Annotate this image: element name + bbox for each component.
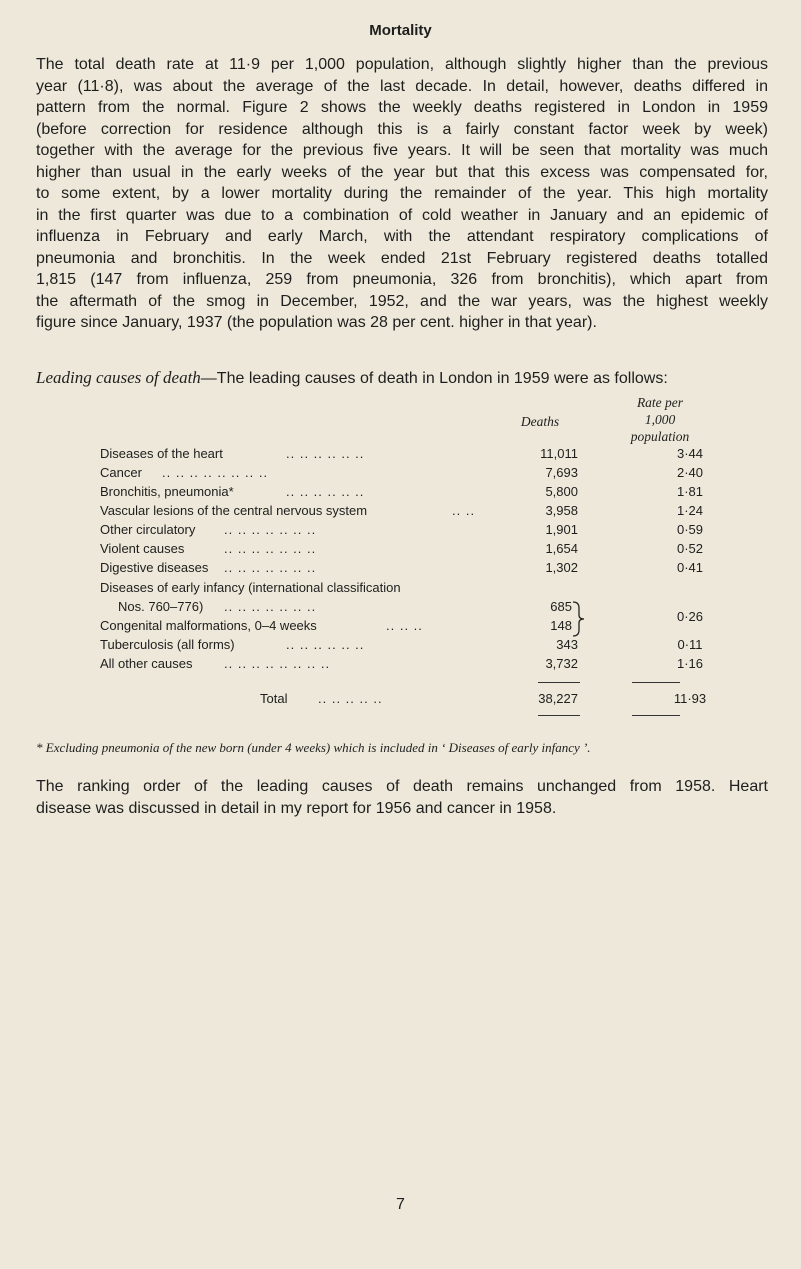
total-deaths-value: 38,227 — [538, 691, 578, 706]
rate-value: 3·44 — [676, 446, 704, 461]
paragraph-line: together with the average for the previous five years. It will be seen that mortality was much — [36, 142, 768, 159]
leader-dots: .. .. .. .. .. — [318, 691, 383, 706]
table-row — [100, 446, 704, 464]
cause-label: Congenital malformations, 0–4 weeks — [100, 618, 317, 633]
ranking-paragraph — [36, 776, 768, 819]
rate-value: 0·59 — [676, 522, 704, 537]
total-label: Total — [260, 691, 288, 706]
deaths-value: 5,800 — [545, 484, 578, 499]
table-row — [100, 560, 704, 578]
cause-label: Diseases of early infancy (international classification — [100, 580, 401, 595]
rate-value: 1·81 — [676, 484, 704, 499]
deaths-value: 1,901 — [545, 522, 578, 537]
paragraph-line: higher than usual in the early weeks of the year but that this excess was compensated for, — [36, 163, 768, 181]
rate-value: 0·52 — [676, 541, 704, 556]
rate-header-line: Rate per — [636, 395, 684, 410]
paragraph-line: the aftermath of the smog in December, 1952, and the war years, was the highest weekly — [36, 292, 768, 310]
table-row-total — [100, 691, 707, 709]
rate-value: 0·41 — [676, 560, 704, 575]
cause-label: Cancer — [100, 465, 142, 480]
rate-value: 1·24 — [676, 503, 704, 518]
total-underline-deaths — [538, 715, 580, 716]
cause-label: Vascular lesions of the central nervous system — [100, 503, 368, 518]
table-row-grouped-rate — [100, 609, 704, 627]
rate-header-line: population — [630, 429, 690, 444]
table-row — [100, 656, 704, 674]
deaths-value: 3,958 — [545, 503, 578, 518]
paragraph-line: The total death rate at 11·9 per 1,000 population, although slightly higher than the previous — [36, 56, 768, 73]
paragraph-line: in the first quarter was due to a combination of cold weather in January and an epidemic of — [36, 206, 768, 224]
leader-dots: .. .. .. .. .. .. — [286, 637, 365, 652]
deaths-value: 7,693 — [545, 465, 578, 480]
deaths-value: 3,732 — [545, 656, 578, 671]
total-rule-deaths — [538, 682, 580, 683]
table-intro — [36, 368, 668, 388]
cause-label: Digestive diseases — [100, 560, 209, 575]
deaths-value: 11,011 — [540, 446, 578, 461]
deaths-value: 148 — [550, 618, 572, 633]
leader-dots: .. .. .. .. .. .. .. .. — [162, 465, 269, 480]
total-rate-value: 11·93 — [673, 691, 707, 706]
deaths-value: 1,302 — [545, 560, 578, 575]
mortality-paragraph — [36, 54, 768, 334]
column-header-deaths: Deaths — [520, 414, 560, 429]
table-row — [100, 484, 704, 502]
table-row — [100, 522, 704, 540]
deaths-value: 343 — [556, 637, 578, 652]
cause-label: Other circulatory — [100, 522, 196, 537]
leader-dots: .. .. .. .. .. .. .. .. — [224, 656, 331, 671]
paragraph-line: The ranking order of the leading causes of death remains unchanged from 1958. Heart — [36, 778, 768, 795]
intro-italic-heading: Leading causes of death — [36, 368, 201, 387]
cause-label: All other causes — [100, 656, 193, 671]
table-row-early-infancy-heading — [100, 580, 700, 598]
page-number: 7 — [396, 1196, 405, 1213]
leader-dots: .. .. .. .. .. .. — [286, 446, 365, 461]
deaths-value: 685 — [550, 599, 572, 614]
rate-header-line: 1,000 — [644, 412, 676, 427]
paragraph-line: influenza in February and early March, with the attendant respiratory complications of — [36, 228, 768, 245]
paragraph-line: (before correction for residence although this is a fairly constant factor week by week) — [36, 120, 768, 138]
table-row — [100, 465, 704, 483]
cause-label: Tuberculosis (all forms) — [100, 637, 235, 652]
paragraph-line: disease was discussed in detail in my report for 1956 and cancer in 1958. — [36, 799, 557, 817]
paragraph-line: 1,815 (147 from influenza, 259 from pneumonia, 326 from bronchitis), which apart from — [36, 271, 768, 288]
total-underline-rate — [632, 715, 680, 716]
table-row — [100, 503, 704, 521]
deaths-value: 1,654 — [545, 541, 578, 556]
rate-value: 0·11 — [677, 637, 703, 652]
leader-dots: .. .. .. .. .. .. — [286, 484, 365, 499]
cause-label: Bronchitis, pneumonia* — [100, 484, 234, 499]
intro-text: —The leading causes of death in London in 1959 were as follows: — [200, 370, 668, 387]
column-header-rate — [610, 394, 710, 445]
table-row — [100, 637, 703, 655]
leader-dots: .. .. .. .. .. .. .. — [224, 599, 317, 614]
leader-dots: .. .. .. .. .. .. .. — [224, 522, 317, 537]
paragraph-line: to some extent, by a lower mortality during the remainder of the year. This high mortality — [36, 185, 768, 202]
cause-label: Nos. 760–776) — [118, 599, 204, 614]
leader-dots: .. .. .. .. .. .. .. — [224, 541, 317, 556]
paragraph-line: figure since January, 1937 (the population was 28 per cent. higher in that year). — [36, 314, 597, 331]
rate-value: 2·40 — [676, 465, 704, 480]
paragraph-line: pattern from the normal. Figure 2 shows the weekly deaths registered in London in 1959 — [36, 99, 768, 116]
leader-dots: .. .. — [452, 503, 476, 518]
paragraph-line: year (11·8), was about the average of the last decade. In detail, however, deaths differed in — [36, 77, 768, 95]
rate-value: 1·16 — [676, 656, 704, 671]
table-footnote: * Excluding pneumonia of the new born (under 4 weeks) which is included in ‘ Diseases of early infancy ’. — [36, 740, 591, 755]
table-row — [100, 541, 704, 559]
leader-dots: .. .. .. — [386, 618, 423, 633]
cause-label: Violent causes — [100, 541, 185, 556]
section-title: Mortality — [369, 22, 432, 39]
rate-value: 0·26 — [676, 609, 704, 624]
paragraph-line: pneumonia and bronchitis. In the week ended 21st February registered deaths totalled — [36, 249, 768, 267]
leader-dots: .. .. .. .. .. .. .. — [224, 560, 317, 575]
total-rule-rate — [632, 682, 680, 683]
cause-label: Diseases of the heart — [100, 446, 223, 461]
